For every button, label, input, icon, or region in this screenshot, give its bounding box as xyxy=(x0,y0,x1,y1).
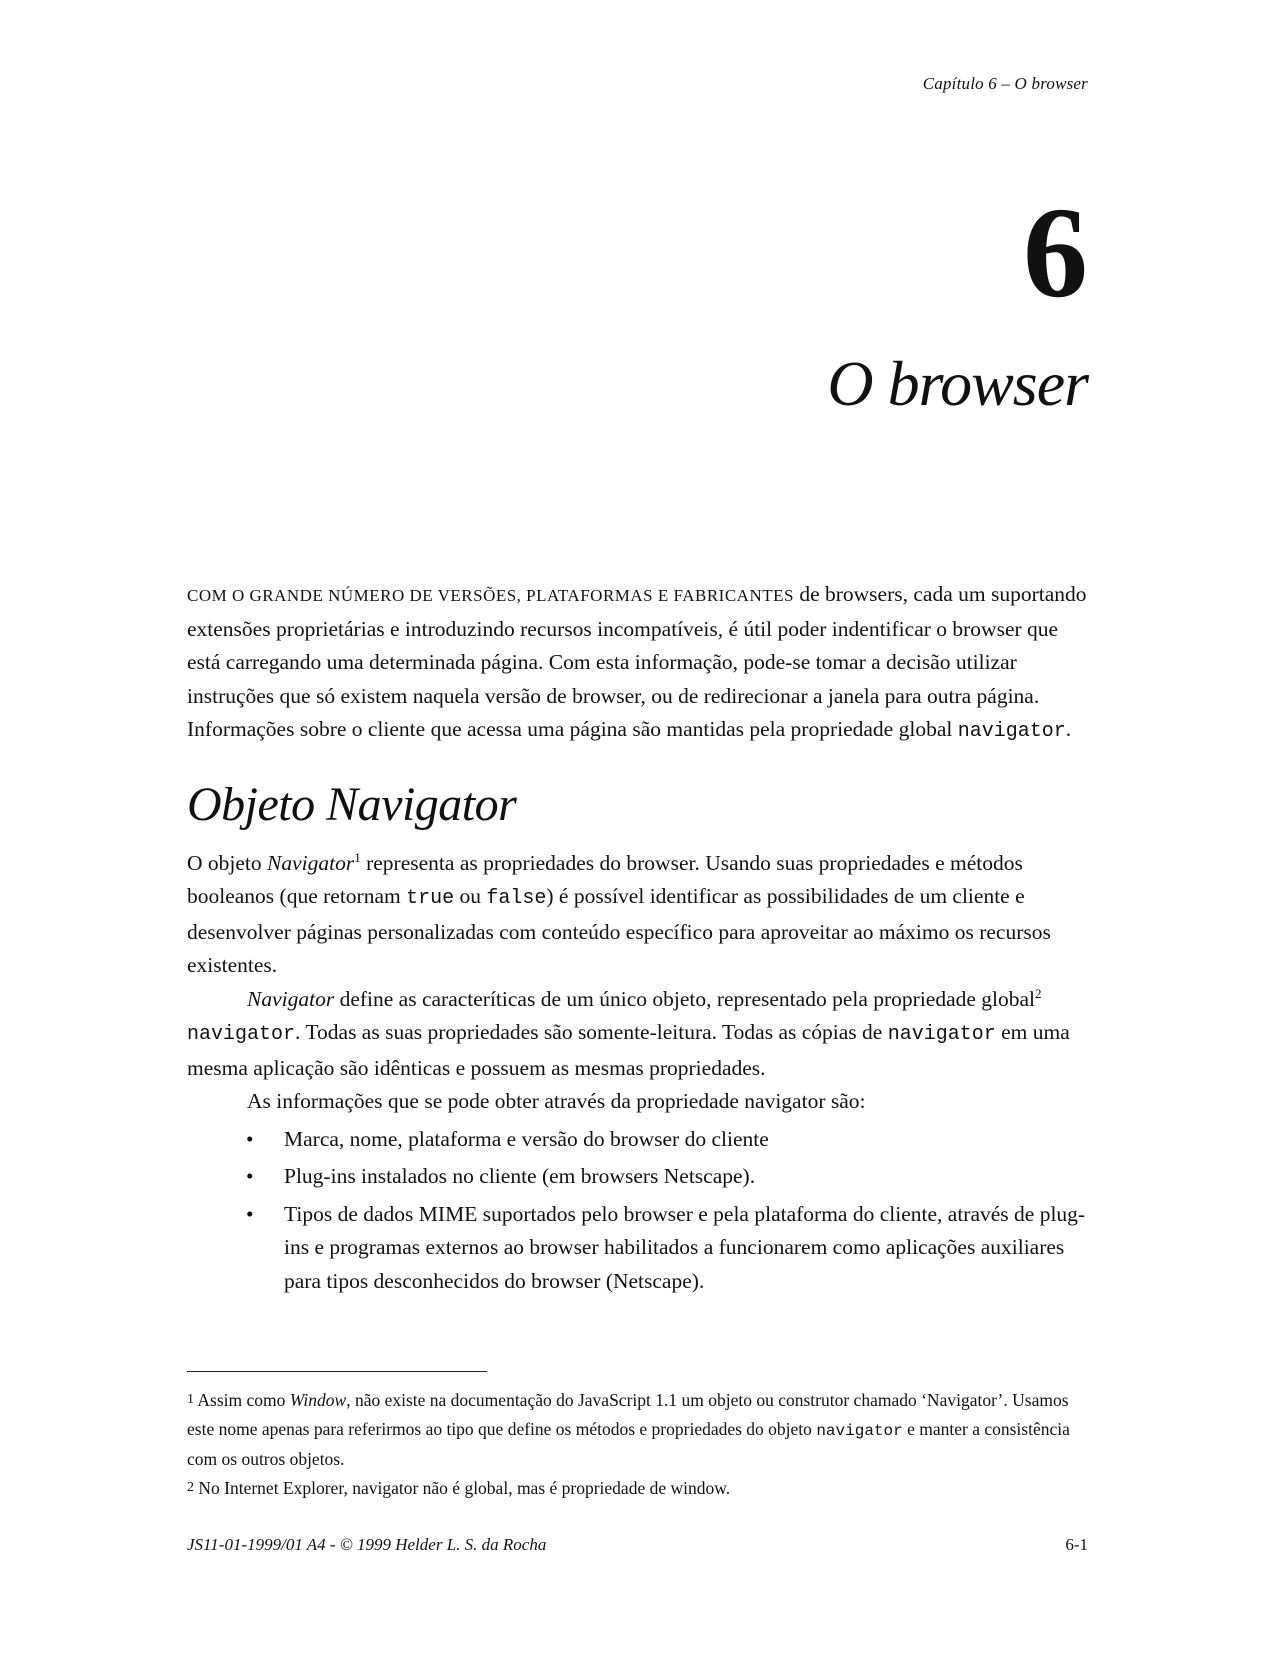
bullet-icon: • xyxy=(246,1164,254,1188)
footnote-ref-2: 2 xyxy=(1035,985,1042,1001)
p1-italic: Navigator xyxy=(267,850,355,875)
footer-copyright: JS11-01-1999/01 A4 - © 1999 Helder L. S. da Rocha xyxy=(187,1535,547,1554)
footnote-1-code: navigator xyxy=(816,1421,903,1440)
running-header: Capítulo 6 – O browser xyxy=(922,74,1088,93)
footnote-1-mark: 1 xyxy=(187,1392,194,1407)
p1-code-true: true xyxy=(406,887,455,910)
p1-text-d: ) é possível identificar as possibilidades de um cliente e desenvolver páginas personalizadas com conteúdo específico para aproveitar ao máximo os recursos existentes. xyxy=(187,884,1051,977)
intro-smallcaps-lead: COM O GRANDE NÚMERO DE VERSÕES, PLATAFORMAS E FABRICANTES xyxy=(187,586,794,605)
footnote-2 xyxy=(187,1474,1093,1503)
footnote-ref-1: 1 xyxy=(354,849,361,865)
footnote-1-text-a: Assim como xyxy=(194,1390,290,1410)
footnote-1-text-b: , não existe na documentação do JavaScript 1.1 um objeto ou construtor chamado ‘Navigator’. Usamos este nome apenas para referirmos ao tipo que define os métodos e propriedades do objeto xyxy=(187,1390,1069,1439)
p1-text-c: ou xyxy=(454,884,487,908)
main-content xyxy=(187,578,1093,1302)
p2-code-2: navigator xyxy=(887,1023,996,1046)
intro-code: navigator xyxy=(957,720,1066,743)
footnotes xyxy=(187,1386,1093,1502)
chapter-number: 6 xyxy=(1023,181,1088,325)
section-paragraph-1 xyxy=(187,847,1093,983)
p2-text-b: . Todas as suas propriedades são somente-leitura. Todas as cópias de xyxy=(295,1020,888,1044)
bullet-list xyxy=(187,1123,1093,1299)
section-heading: Objeto Navigator xyxy=(187,777,517,831)
p2-text-c: em uma mesma aplicação são idênticas e possuem as mesmas propriedades. xyxy=(187,1020,1070,1080)
footnote-2-mark: 2 xyxy=(187,1479,194,1495)
intro-paragraph xyxy=(187,578,1093,749)
page-number: 6-1 xyxy=(1065,1535,1088,1554)
list-item xyxy=(246,1198,1093,1299)
bullet-icon: • xyxy=(246,1201,254,1226)
list-item-text: Marca, nome, plataforma e versão do browser do cliente xyxy=(284,1126,769,1151)
footnote-2-text: No Internet Explorer, navigator não é global, mas é propriedade de window. xyxy=(194,1477,731,1498)
footnote-1 xyxy=(187,1386,1093,1474)
p2-italic: Navigator xyxy=(247,986,335,1011)
list-item-text: Plug-ins instalados no cliente (em browsers Netscape). xyxy=(284,1164,756,1188)
p1-text-a: O objeto xyxy=(187,850,268,875)
intro-text: de browsers, cada um suportando extensões proprietárias e introduzindo recursos incompatíveis, é útil poder indentificar o browser que está carregando uma determinada página. Com esta informação, pode-se tomar a decisão utilizar instruções que só existem naquela versão de browser, ou de redirecionar a janela para outra página. Informações sobre o cliente que acessa uma página são mantidas pela propriedade global xyxy=(187,582,1087,741)
p1-text-b: representa as propriedades do browser. Usando suas propriedades e métodos booleanos (que retornam xyxy=(187,850,1023,908)
footnote-1-italic: Window xyxy=(289,1390,347,1410)
list-item-text: Tipos de dados MIME suportados pelo browser e pela plataforma do cliente, através de plug-ins e programas externos ao browser habilitados a funcionarem como aplicações auxiliares para tipos desconhecidos do browser (Netscape). xyxy=(284,1201,1086,1293)
section-paragraph-2 xyxy=(187,983,1093,1086)
list-item xyxy=(246,1123,1093,1157)
p2-text-a: define as caracteríticas de um único objeto, representado pela propriedade global xyxy=(334,986,1036,1011)
footnote-divider xyxy=(187,1371,487,1372)
bullet-icon: • xyxy=(246,1126,254,1151)
p1-code-false: false xyxy=(486,887,547,910)
p2-code-1: navigator xyxy=(187,1023,296,1046)
section-paragraph-3: As informações que se pode obter através da propriedade navigator são: xyxy=(247,1089,866,1113)
list-item xyxy=(246,1160,1093,1194)
chapter-title: O browser xyxy=(827,348,1088,419)
intro-end: . xyxy=(1065,717,1072,741)
footnote-1-text-c: e manter a consistência com os outros objetos. xyxy=(187,1418,1070,1469)
